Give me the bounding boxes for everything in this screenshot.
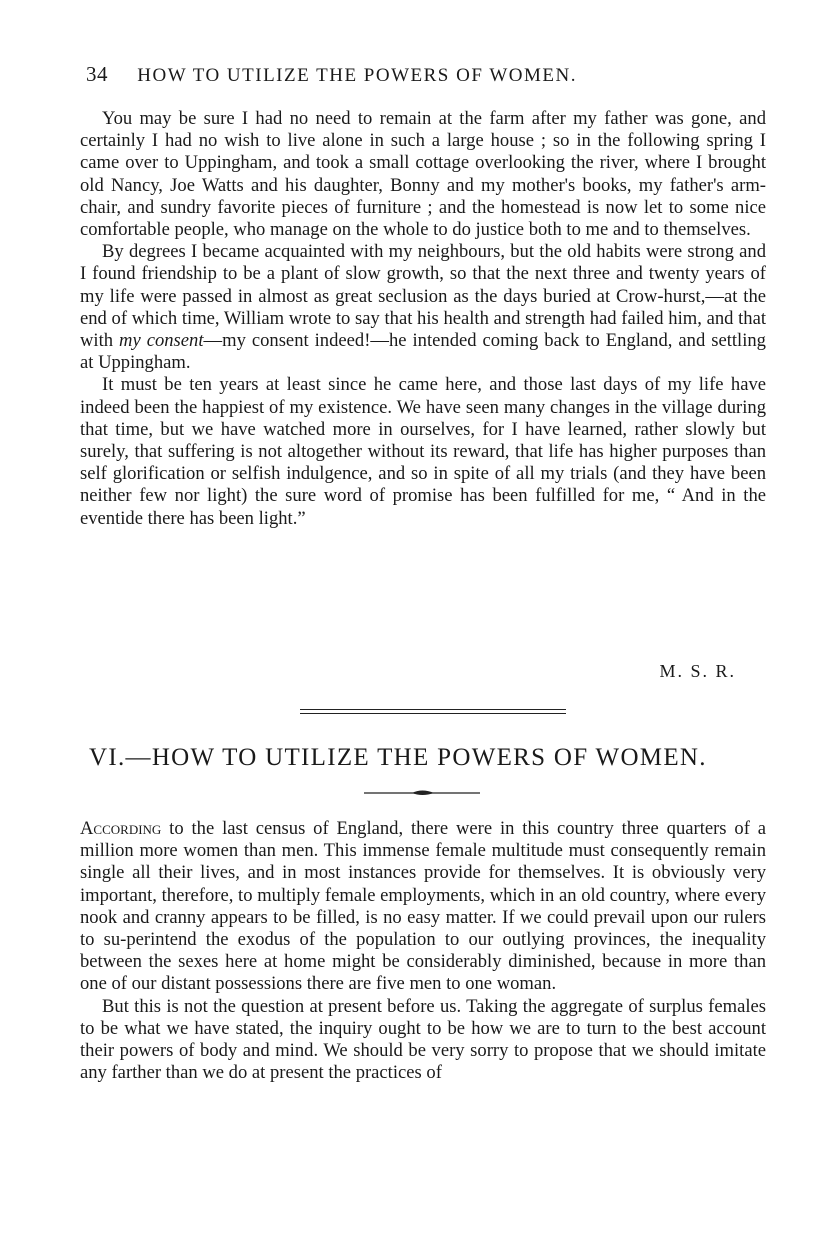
article-body <box>80 818 766 1084</box>
article-paragraph-1: According to the last census of England, there were in this country three quarters of a million more women than men. This immense female multitude must consequently remain single all their lives, and in most instances provide for themselves. It is obviously very important, therefore, to multiply female employments, which in an old country, where every nook and cranny appears to be filled, is no easy matter. If we could prevail upon our rulers to su-perintend the exodus of the population to our outlying provinces, the inequality between the sexes here at home might be considerably diminished, because in more than one of our distant possessions there are five men to one woman. <box>80 818 766 995</box>
emphasis: my consent <box>119 330 204 352</box>
section-divider-rule-bottom <box>300 713 566 714</box>
story-paragraph-3: It must be ten years at least since he came here, and those last days of my life have indeed been the happiest of my existence. We have seen many changes in the village during that time, but we have watched more in ourselves, for I have learned, rather slowly but surely, that suffering is not altogether without its reward, that life has higher purposes than self glorification or selfish indulgence, and so in spite of all my trials (and they have been neither few nor light) the sure word of promise has been fulfilled for me, “ And in the eventide there has been light.” <box>80 374 766 529</box>
article-paragraph-2: But this is not the question at present before us. Taking the aggregate of surplus females to be what we have stated, the inquiry ought to be how we are to turn to the best account their powers of body and mind. We should be very sorry to propose that we should imitate any farther than we do at present the practices of <box>80 995 766 1084</box>
story-paragraph-2: By degrees I became acquainted with my neighbours, but the old habits were strong and I found friendship to be a plant of slow growth, so that the next three and twenty years of my life were passed in almost as great seclusion as the days buried at Crow-hurst,—at the end of which time, William wrote to say that his health and strength had failed him, and that with my consent—my consent indeed!—he intended coming back to England, and settling at Uppingham. <box>80 241 766 374</box>
article-title: VI.—HOW TO UTILIZE THE POWERS OF WOMEN. <box>89 744 707 771</box>
section-divider-rule-top <box>300 709 566 710</box>
opening-word: According <box>80 818 162 839</box>
page-number: 34 <box>86 62 108 86</box>
running-title: HOW TO UTILIZE THE POWERS OF WOMEN. <box>137 65 577 86</box>
running-head <box>86 62 746 87</box>
author-signature: M. S. R. <box>659 661 736 681</box>
story-conclusion <box>80 108 766 530</box>
ornament-dash-icon <box>362 787 482 799</box>
story-paragraph-1: You may be sure I had no need to remain at the farm after my father was gone, and certainly I had no wish to live alone in such a large house ; so in the following spring I came over to Uppingham, and took a small cottage overlooking the river, where I brought old Nancy, Joe Watts and his daughter, Bonny and my mother's books, my father's arm-chair, and sundry favorite pieces of furniture ; and the homestead is now let to some nice comfortable people, who manage on the whole to do justice both to me and to themselves. <box>80 108 766 241</box>
